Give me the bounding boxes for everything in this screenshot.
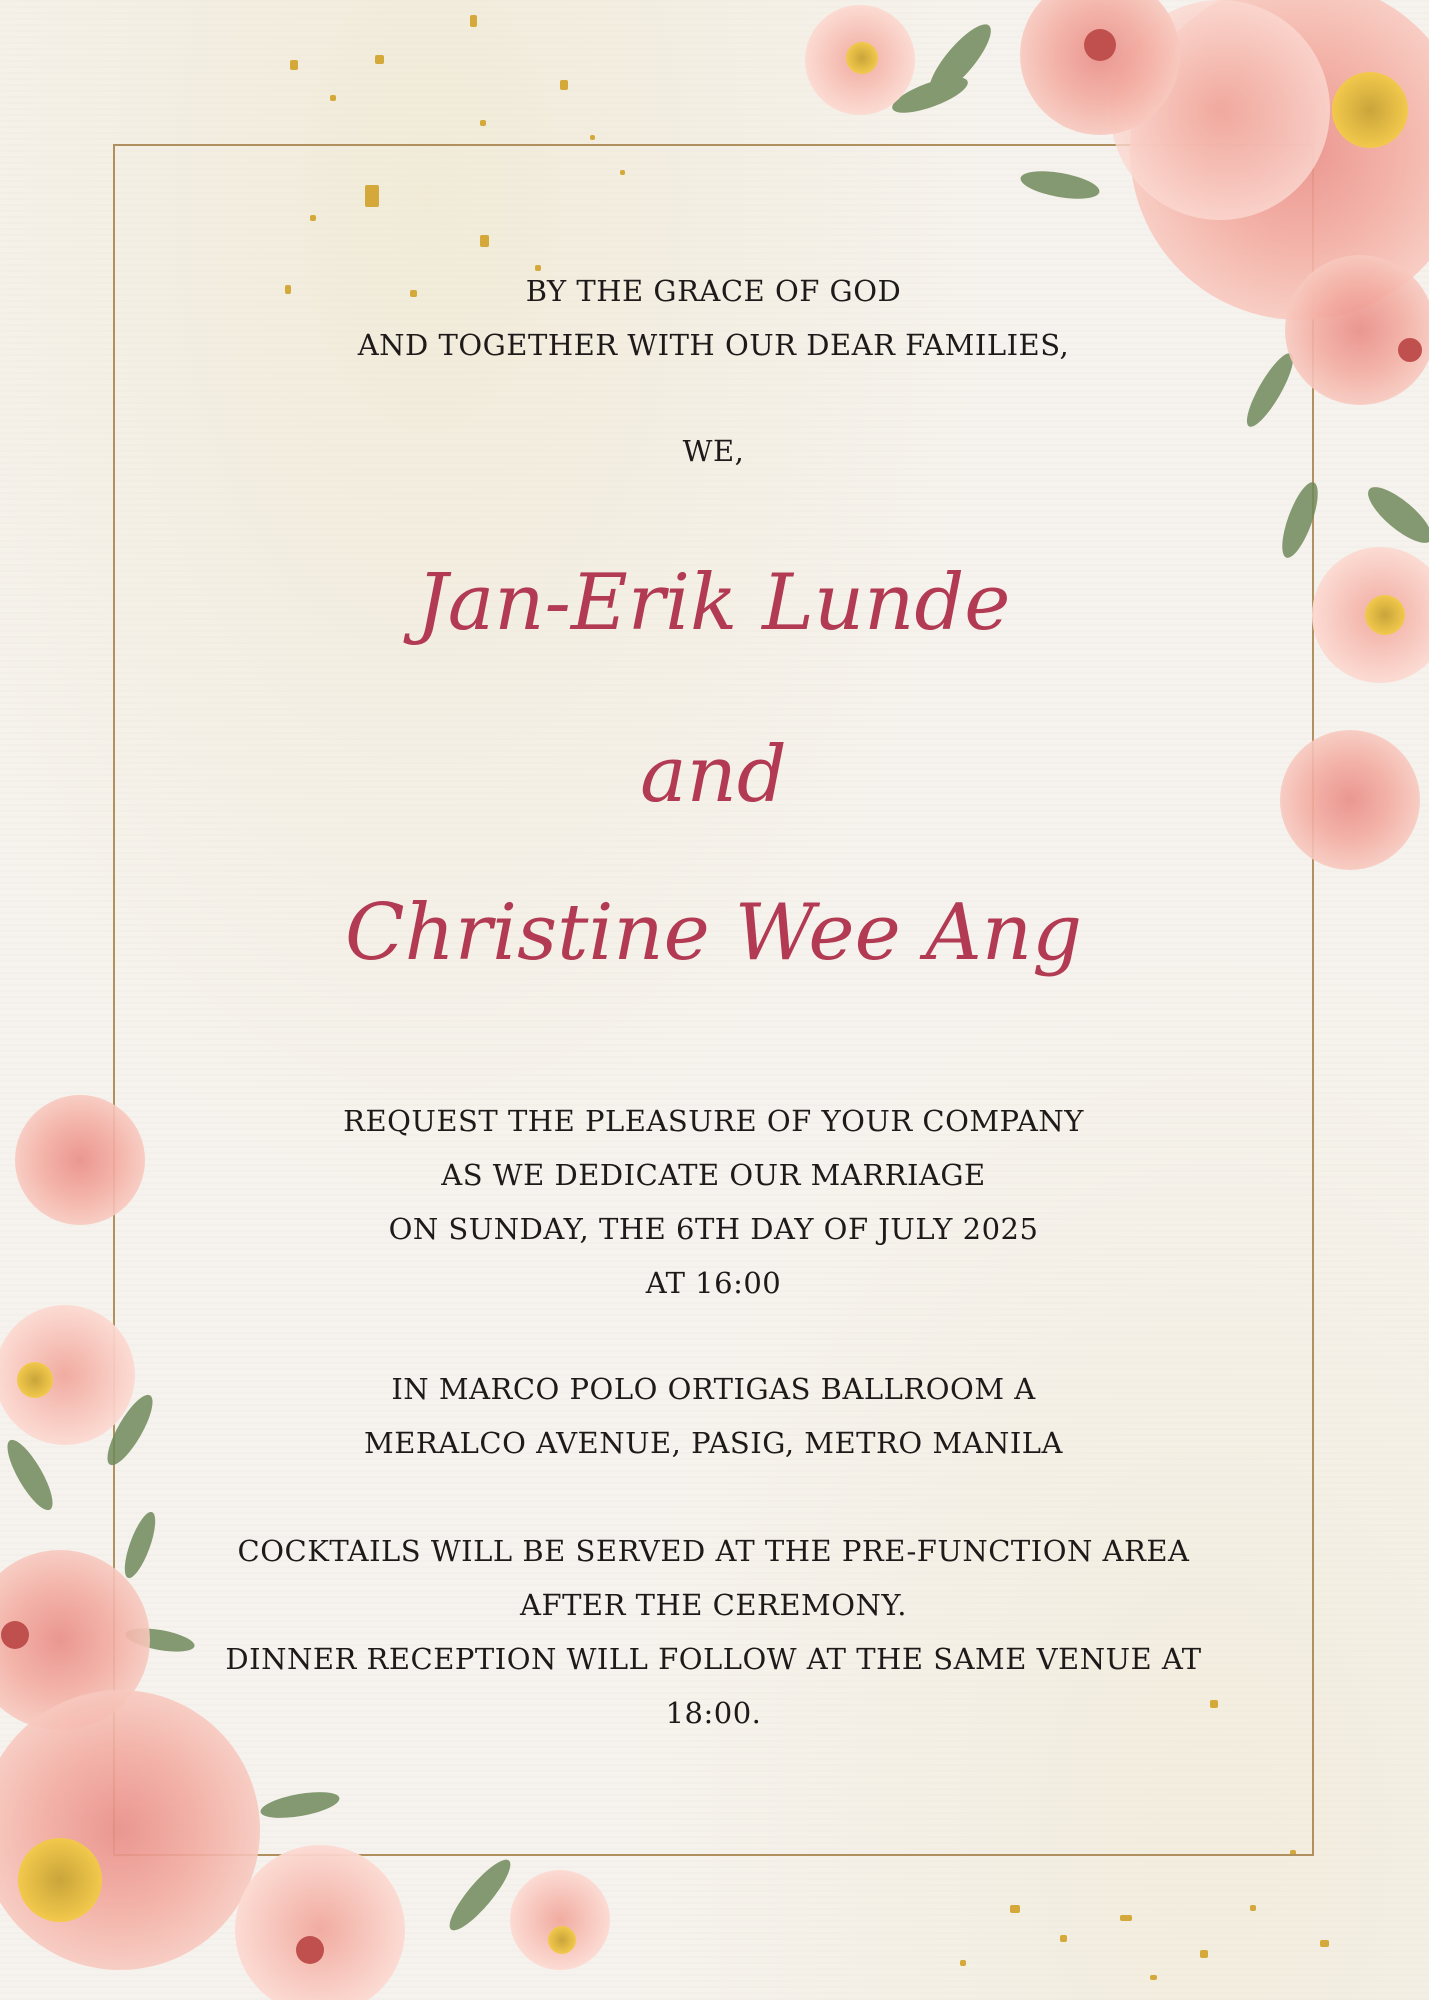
invitation-text: [113, 144, 1314, 1856]
conjunction: and: [640, 730, 787, 820]
venue-line-2: MERALCO AVENUE, PASIG, METRO MANILA: [364, 1426, 1063, 1460]
bride-name: Christine Wee Ang: [344, 888, 1083, 978]
reception-line-1: COCKTAILS WILL BE SERVED AT THE PRE-FUNCTION AREA: [237, 1534, 1190, 1568]
opening-lines: [113, 264, 1314, 372]
request-line-4: AT 16:00: [645, 1266, 782, 1300]
venue-line-1: IN MARCO POLO ORTIGAS BALLROOM A: [391, 1372, 1036, 1406]
request-lines: [113, 1094, 1314, 1310]
reception-line-4: 18:00.: [665, 1696, 762, 1730]
request-line-1: REQUEST THE PLEASURE OF YOUR COMPANY: [343, 1104, 1084, 1138]
we-line: WE,: [682, 434, 745, 468]
request-line-2: AS WE DEDICATE OUR MARRIAGE: [441, 1158, 986, 1192]
venue-lines: [113, 1362, 1314, 1470]
opening-line-1: BY THE GRACE OF GOD: [525, 274, 902, 308]
opening-line-2: AND TOGETHER WITH OUR DEAR FAMILIES,: [357, 328, 1070, 362]
reception-line-2: AFTER THE CEREMONY.: [520, 1588, 907, 1622]
request-line-3: ON SUNDAY, THE 6TH DAY OF JULY 2025: [388, 1212, 1039, 1246]
reception-line-3: DINNER RECEPTION WILL FOLLOW AT THE SAME VENUE AT: [225, 1642, 1202, 1676]
groom-name: Jan-Erik Lunde: [416, 558, 1011, 648]
reception-lines: [113, 1524, 1314, 1740]
